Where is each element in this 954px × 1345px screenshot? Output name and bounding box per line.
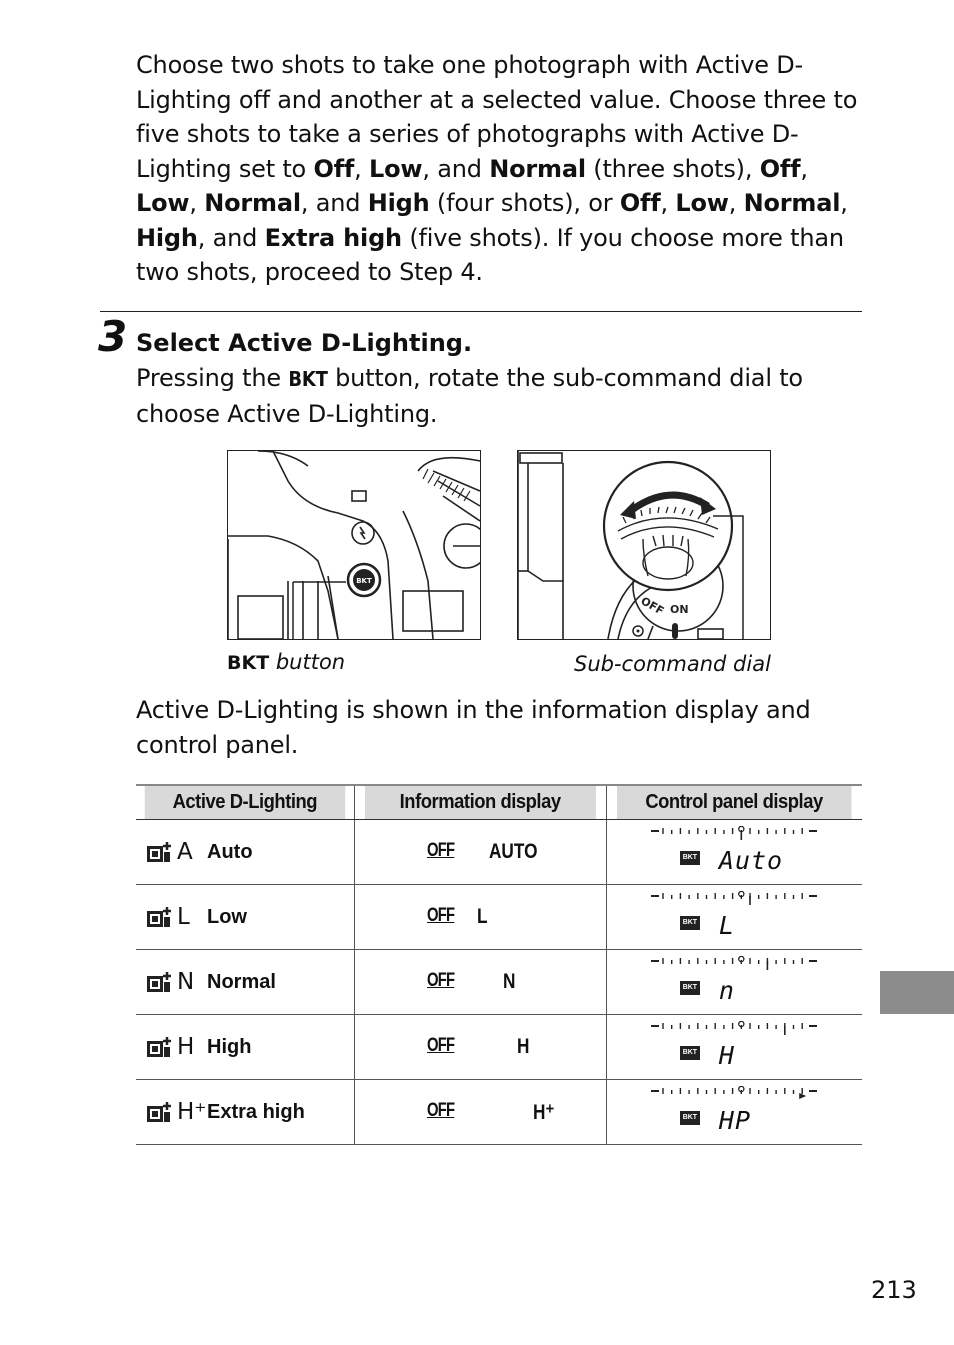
header-active-d-lighting: Active D-Lighting	[145, 785, 346, 820]
adl-level-label: High	[207, 1035, 252, 1058]
setting-name: Off	[619, 189, 661, 217]
adl-setting	[136, 904, 354, 930]
off-indicator: OFF	[426, 1100, 454, 1121]
adl-level-symbol: A	[177, 839, 193, 865]
caption-bkt-key: BKT	[227, 652, 270, 674]
setting-name: Low	[369, 154, 423, 183]
adl-value-indicator: H	[516, 1035, 530, 1058]
setting-name: Off	[313, 154, 355, 183]
intro-text: ,	[354, 154, 370, 183]
adl-setting-cell	[136, 820, 354, 885]
control-panel-indicator	[607, 885, 862, 949]
bkt-indicator: BKT	[680, 981, 700, 995]
intro-text: ,	[840, 189, 848, 217]
control-panel-indicator	[607, 1080, 862, 1144]
off-indicator: OFF	[426, 840, 454, 861]
bracketing-scale-icon	[651, 1086, 819, 1102]
intro-text: ,	[660, 189, 676, 217]
off-label: OFF	[638, 594, 667, 618]
control-panel-indicator	[607, 1015, 862, 1079]
off-indicator: OFF	[426, 905, 454, 926]
active-d-lighting-icon	[146, 840, 172, 864]
setting-name: Normal	[204, 189, 301, 217]
page-number: 213	[871, 1276, 917, 1304]
intro-text: ,	[728, 189, 744, 217]
adl-level-label: Low	[207, 905, 247, 928]
intro-text: (three shots),	[585, 154, 760, 183]
bkt-indicator: BKT	[680, 1111, 700, 1125]
on-label: ON	[670, 603, 689, 616]
bkt-button-illustration	[227, 450, 481, 640]
bracketing-scale-icon	[651, 1021, 819, 1037]
step-body	[136, 361, 864, 431]
adl-level-symbol: H⁺	[177, 1099, 207, 1125]
bracketing-scale-icon	[651, 826, 819, 842]
setting-name: High	[136, 223, 198, 252]
active-d-lighting-icon	[146, 905, 172, 929]
bkt-key-label: BKT	[288, 367, 328, 391]
control-panel-cell	[606, 820, 862, 885]
control-panel-indicator	[607, 820, 862, 884]
adl-setting-cell	[136, 1080, 354, 1145]
adl-setting-cell	[136, 950, 354, 1015]
information-display-cell	[354, 820, 606, 885]
intro-text: (five shots). If you choose more than two shots, proceed to Step 4.	[136, 223, 844, 286]
setting-name: Normal	[489, 154, 586, 183]
sub-command-dial-illustration	[517, 450, 771, 640]
active-d-lighting-icon	[146, 970, 172, 994]
control-panel-cell	[606, 1080, 862, 1145]
step-body-pre: Pressing the	[136, 364, 289, 392]
adl-setting	[136, 839, 354, 865]
table-header-row	[136, 785, 862, 820]
control-panel-cell	[606, 885, 862, 950]
control-panel-readout: H	[718, 1041, 735, 1070]
adl-setting	[136, 1099, 354, 1125]
step-number: 3	[98, 312, 128, 361]
step-heading: Select Active D-Lighting.	[136, 329, 473, 357]
bracketing-scale-icon	[651, 956, 819, 972]
setting-name: Low	[675, 189, 729, 217]
information-display-cell	[354, 1080, 606, 1145]
setting-name: Off	[759, 154, 801, 183]
header-control-panel-display: Control panel display	[617, 785, 852, 820]
dial-drawing	[518, 451, 770, 639]
off-indicator: OFF	[426, 1035, 454, 1056]
adl-setting	[136, 1034, 354, 1060]
intro-text: , and	[300, 189, 368, 217]
table-row	[136, 885, 862, 950]
adl-value-indicator: AUTO	[488, 840, 538, 863]
bkt-indicator: BKT	[680, 916, 700, 930]
adl-level-label: Auto	[207, 840, 253, 863]
table-row	[136, 1080, 862, 1145]
control-panel-readout: n	[718, 976, 735, 1005]
information-display-cell	[354, 885, 606, 950]
caption-button-word: button	[269, 650, 346, 674]
setting-name: Normal	[743, 189, 841, 217]
adl-level-label: Normal	[207, 970, 276, 993]
section-divider	[100, 311, 862, 312]
adl-value-indicator: H⁺	[532, 1101, 555, 1124]
header-information-display: Information display	[364, 785, 596, 820]
active-d-lighting-icon	[146, 1035, 172, 1059]
intro-text: (four shots), or	[429, 189, 620, 217]
adl-setting	[136, 969, 354, 995]
intro-text: , and	[197, 223, 265, 252]
setting-name: High	[367, 189, 430, 217]
intro-text: ,	[189, 189, 205, 217]
sub-command-dial-caption: Sub-command dial	[574, 652, 771, 676]
adl-level-symbol: H	[177, 1034, 195, 1060]
section-tab-marker	[880, 971, 954, 1014]
control-panel-readout: L	[718, 911, 735, 940]
information-display-indicator	[355, 1015, 606, 1079]
intro-text: , and	[422, 154, 490, 183]
setting-name: Extra high	[264, 223, 402, 252]
table-row	[136, 1015, 862, 1080]
adl-setting-cell	[136, 885, 354, 950]
active-d-lighting-table	[136, 784, 862, 1145]
control-panel-readout: HP	[718, 1106, 751, 1135]
information-display-indicator	[355, 820, 606, 884]
bkt-indicator: BKT	[680, 1046, 700, 1060]
intro-text: ,	[800, 154, 808, 183]
active-d-lighting-icon	[146, 1100, 172, 1124]
information-display-indicator	[355, 950, 606, 1014]
control-panel-cell	[606, 1015, 862, 1080]
adl-setting-cell	[136, 1015, 354, 1080]
adl-value-indicator: N	[502, 970, 516, 993]
bracketing-scale-icon	[651, 891, 819, 907]
information-display-indicator	[355, 885, 606, 949]
setting-name: Low	[136, 189, 190, 217]
control-panel-cell	[606, 950, 862, 1015]
display-note-paragraph: Active D-Lighting is shown in the information display and control panel.	[136, 696, 811, 759]
step-body-post: button, rotate the sub-command dial to choose Active D-Lighting.	[136, 364, 803, 428]
control-panel-indicator	[607, 950, 862, 1014]
intro-paragraph	[136, 48, 864, 290]
off-indicator: OFF	[426, 970, 454, 991]
adl-value-indicator: L	[476, 905, 488, 928]
table-row	[136, 950, 862, 1015]
bkt-indicator: BKT	[680, 851, 700, 865]
camera-front-drawing	[228, 451, 480, 639]
adl-level-symbol: L	[177, 904, 190, 930]
adl-level-symbol: N	[177, 969, 195, 995]
information-display-cell	[354, 950, 606, 1015]
information-display-indicator	[355, 1080, 606, 1144]
bkt-button-caption	[227, 650, 345, 674]
table-body	[136, 820, 862, 1145]
intro-text: Choose two shots to take one photograph with Active D-Lighting off and another at a selected value. Choose three to five shots to take a series of photographs with Active D-Lighting set to	[136, 51, 858, 183]
control-panel-readout: Auto	[718, 846, 784, 875]
information-display-cell	[354, 1015, 606, 1080]
table-row	[136, 820, 862, 885]
bkt-button-text: BKT	[356, 577, 372, 585]
adl-level-label: Extra high	[207, 1100, 305, 1123]
